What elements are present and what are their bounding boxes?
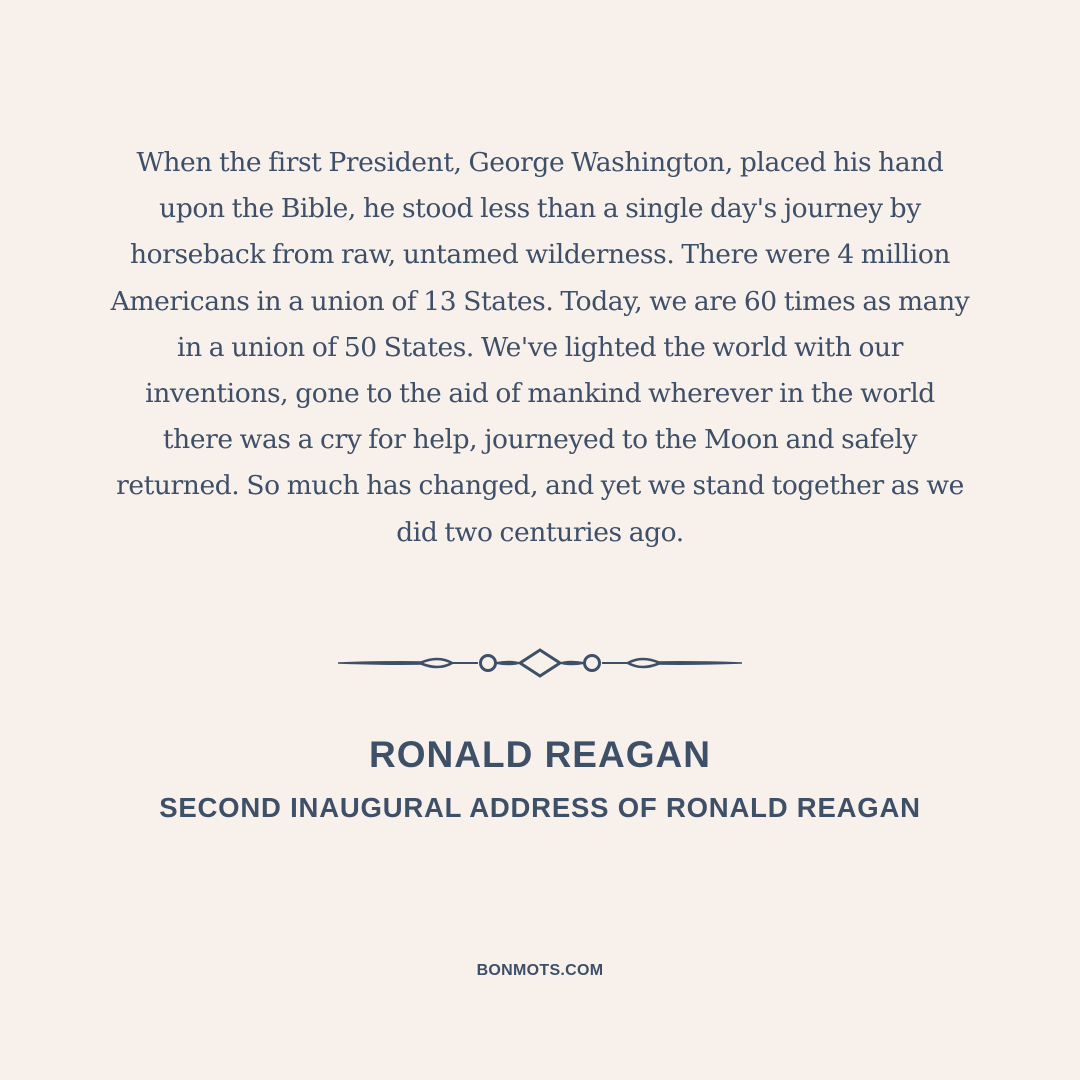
- quote-line: inventions, gone to the aid of mankind wherever in the world: [145, 378, 935, 410]
- ornamental-divider-icon: [336, 646, 744, 680]
- quote-line: horseback from raw, untamed wilderness. There were 4 million: [129, 239, 951, 271]
- quote-line: When the first President, George Washington, placed his hand: [136, 147, 944, 178]
- site-link[interactable]: BONMOTS.COM: [476, 962, 604, 979]
- quote-line: upon the Bible, he stood less than a single day's journey by: [159, 193, 921, 225]
- quote-text: [100, 140, 980, 556]
- author-name: RONALD REAGAN: [369, 734, 711, 775]
- quote-line: there was a cry for help, journeyed to the Moon and safely: [162, 424, 918, 456]
- quote-line: in a union of 50 States. We've lighted the world with our: [177, 331, 903, 363]
- quote-source: SECOND INAUGURAL ADDRESS OF RONALD REAGAN: [159, 792, 921, 823]
- quote-line: returned. So much has changed, and yet we stand together as we: [116, 470, 964, 502]
- quote-line: did two centuries ago.: [396, 516, 684, 548]
- quote-line: Americans in a union of 13 States. Today, we are 60 times as many: [110, 285, 970, 317]
